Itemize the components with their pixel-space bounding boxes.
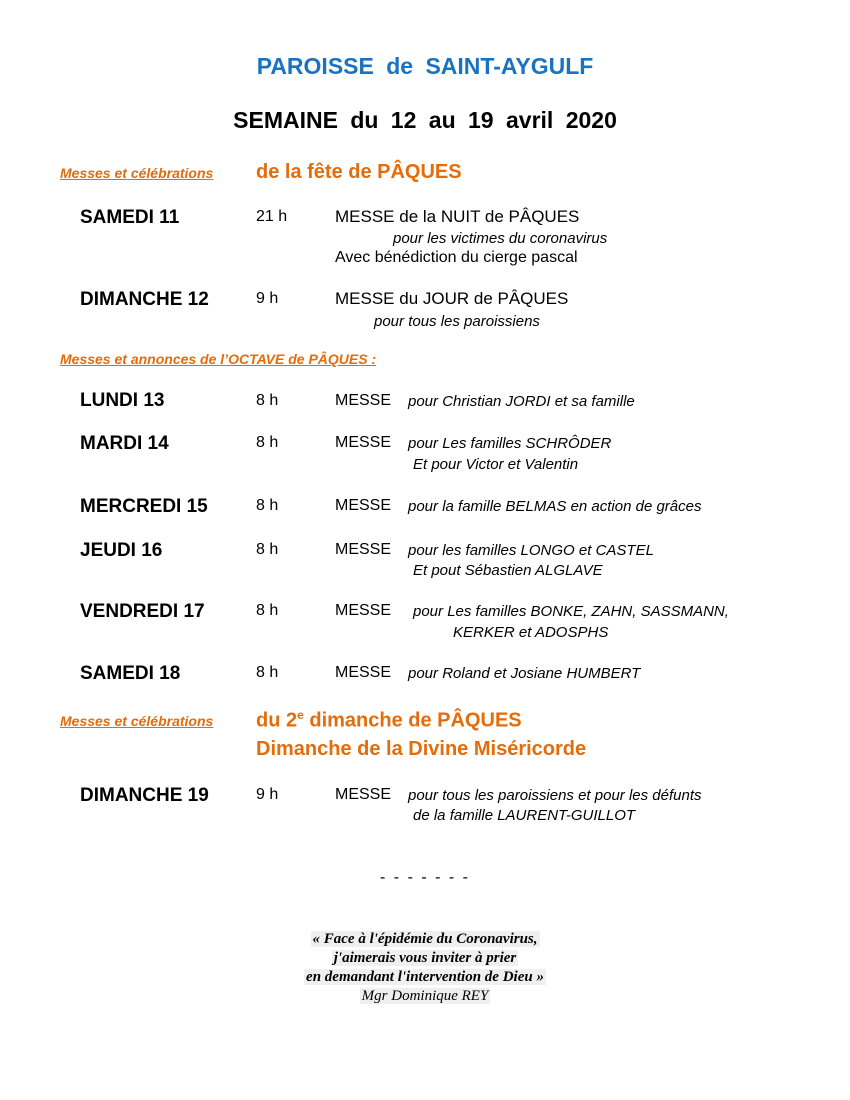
day: MERCREDI 15 bbox=[80, 496, 208, 517]
day: VENDREDI 17 bbox=[80, 601, 205, 622]
time: 9 h bbox=[256, 786, 279, 803]
time: 9 h bbox=[256, 290, 279, 307]
mass-title: MESSE de la NUIT de PÂQUES bbox=[335, 207, 580, 226]
time: 8 h bbox=[256, 602, 279, 619]
section3-label: Messes et célébrations bbox=[60, 713, 214, 729]
section3-heading: du 2e dimanche de PÂQUES bbox=[256, 708, 522, 732]
mass: MESSE bbox=[335, 392, 392, 409]
day: DIMANCHE 19 bbox=[80, 785, 209, 806]
intention: pour les victimes du coronavirus bbox=[393, 230, 608, 247]
quote-line: « Face à l'épidémie du Coronavirus, bbox=[312, 931, 538, 947]
time: 8 h bbox=[256, 541, 279, 558]
mass: MESSE bbox=[335, 541, 392, 558]
intention: de la famille LAURENT-GUILLOT bbox=[413, 807, 636, 824]
mass: MESSE bbox=[335, 664, 392, 681]
intention: pour tous les paroissiens et pour les défunts bbox=[408, 787, 702, 804]
intention: KERKER et ADOSPHS bbox=[453, 624, 609, 641]
intention: pour la famille BELMAS en action de grâces bbox=[408, 498, 702, 515]
time: 8 h bbox=[256, 497, 279, 514]
intention: pour Christian JORDI et sa famille bbox=[408, 393, 635, 410]
day: SAMEDI 11 bbox=[80, 207, 180, 228]
separator: - - - - - - - bbox=[380, 869, 470, 886]
week-title: SEMAINE du 12 au 19 avril 2020 bbox=[233, 107, 617, 133]
mass: MESSE bbox=[335, 434, 392, 451]
quote-author: Mgr Dominique REY bbox=[361, 988, 489, 1004]
day: SAMEDI 18 bbox=[80, 663, 181, 684]
day: MARDI 14 bbox=[80, 433, 169, 454]
intention: Et pout Sébastien ALGLAVE bbox=[413, 562, 603, 579]
mass: MESSE bbox=[335, 497, 392, 514]
day: LUNDI 13 bbox=[80, 390, 165, 411]
section3-subheading: Dimanche de la Divine Miséricorde bbox=[256, 738, 587, 760]
intention: Et pour Victor et Valentin bbox=[413, 456, 579, 473]
intention: pour tous les paroissiens bbox=[374, 313, 540, 330]
time: 8 h bbox=[256, 664, 279, 681]
intention: pour Les familles SCHRÔDER bbox=[408, 435, 612, 452]
mass: MESSE bbox=[335, 602, 392, 619]
time: 8 h bbox=[256, 434, 279, 451]
mass: MESSE bbox=[335, 786, 392, 803]
intention: pour Roland et Josiane HUMBERT bbox=[408, 665, 641, 682]
note: Avec bénédiction du cierge pascal bbox=[335, 249, 578, 266]
mass-title: MESSE du JOUR de PÂQUES bbox=[335, 289, 569, 308]
intention: pour les familles LONGO et CASTEL bbox=[408, 542, 654, 559]
time: 8 h bbox=[256, 392, 279, 409]
section1-heading: de la fête de PÂQUES bbox=[256, 161, 462, 183]
day: JEUDI 16 bbox=[80, 540, 163, 561]
quote-line: en demandant l'intervention de Dieu » bbox=[306, 969, 544, 985]
quote-line: j'aimerais vous inviter à prier bbox=[333, 950, 517, 966]
parish-title: PAROISSE de SAINT-AYGULF bbox=[256, 53, 594, 79]
day: DIMANCHE 12 bbox=[80, 289, 209, 310]
time: 21 h bbox=[256, 208, 288, 225]
section2-label: Messes et annonces de l’OCTAVE de PÂQUES : bbox=[60, 351, 377, 367]
intention: pour Les familles BONKE, ZAHN, SASSMANN, bbox=[413, 603, 729, 620]
section1-label: Messes et célébrations bbox=[60, 165, 214, 181]
